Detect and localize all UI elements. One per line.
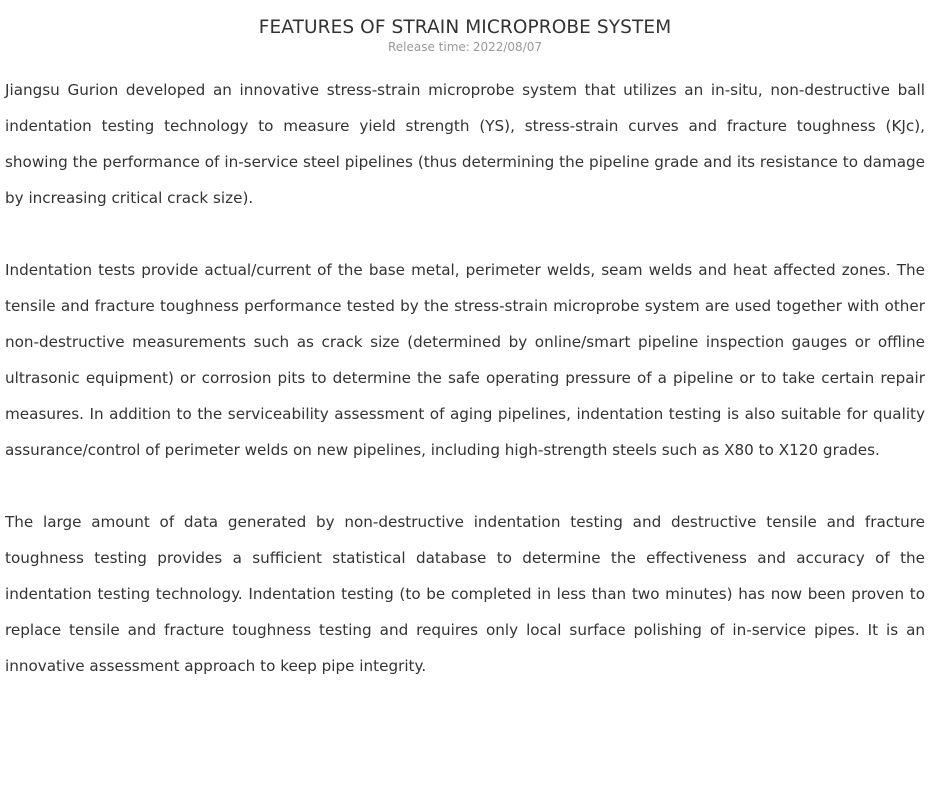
- release-date: 2022/08/07: [472, 40, 543, 54]
- article-header: [5, 0, 925, 54]
- article-body: [5, 72, 925, 684]
- release-label: Release time:: [387, 40, 470, 54]
- paragraph-indentation-tests: Indentation tests provide actual/current of the base metal, perimeter welds, seam welds and heat affected zones. The tensile and fracture toughness performance tested by the stress-strain microprobe system are used together with other non-destructive measurements such as crack size (determined by online/smart pipeline inspection gauges or offline ultrasonic equipment) or corrosion pits to determine the safe operating pressure of a pipeline or to take certain repair measures. In addition to the serviceability assessment of aging pipelines, indentation testing is also suitable for quality assurance/control of perimeter welds on new pipelines, including high-strength steels such as X80 to X120 grades.: [5, 261, 925, 459]
- paragraph-intro: Jiangsu Gurion developed an innovative stress-strain microprobe system that utilizes an in-situ, non-destructive ball indentation testing technology to measure yield strength (YS), stress-strain curves and fracture toughness (KJc), showing the performance of in-service steel pipelines (thus determining the pipeline grade and its resistance to damage by increasing critical crack size).: [5, 81, 925, 207]
- release-time: [5, 40, 925, 54]
- paragraph-statistical-data: The large amount of data generated by non-destructive indentation testing and destructive tensile and fracture toughness testing provides a sufficient statistical database to determine the effectiveness and accuracy of the indentation testing technology. Indentation testing (to be completed in less than two minutes) has now been proven to replace tensile and fracture toughness testing and requires only local surface polishing of in-service pipes. It is an innovative assessment approach to keep pipe integrity.: [5, 513, 925, 675]
- article: [5, 0, 925, 684]
- article-title: FEATURES OF STRAIN MICROPROBE SYSTEM: [258, 17, 672, 38]
